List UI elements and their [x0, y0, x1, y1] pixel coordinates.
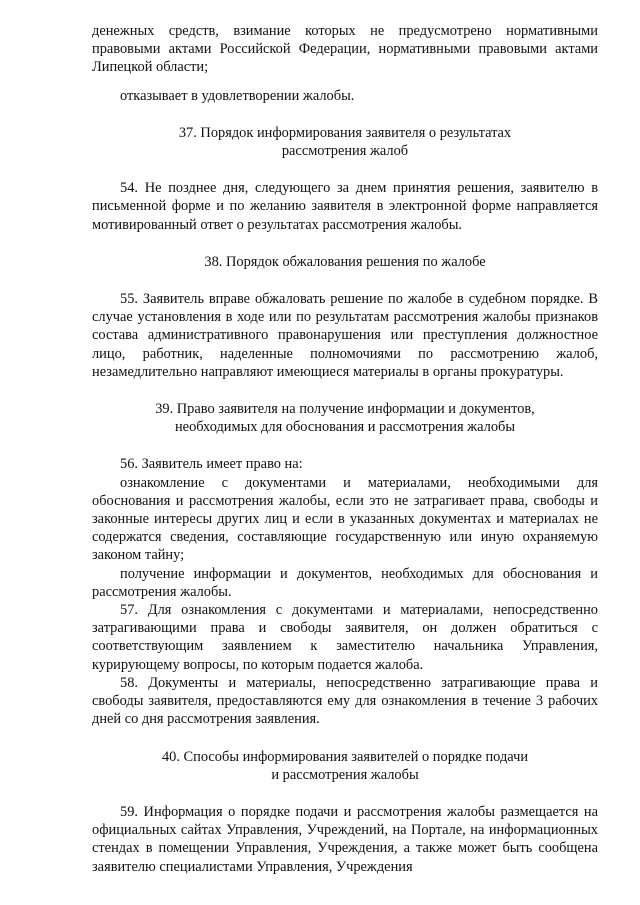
paragraph-56: 56. Заявитель имеет право на: [120, 456, 303, 473]
paragraph-59: 59. Информация о порядке подачи и рассмотрения жалобы размещается на официальных сайтах Управления, Учреждений, на Портале, на информационных стендах в помещении Управления, Учреждения, а также может быть сообщена заявителю специалистами Управления, Учреждения [92, 803, 598, 875]
paragraph-58: 58. Документы и материалы, непосредственно затрагивающие права и свободы заявителя, предоставляются ему для ознакомления в течение 3 рабочих дней со дня рассмотрения заявления. [92, 674, 598, 728]
paragraph-56-item-b: получение информации и документов, необходимых для обоснования и рассмотрения жалобы. [92, 565, 598, 600]
paragraph-55: 55. Заявитель вправе обжаловать решение по жалобе в судебном порядке. В случае установления в ходе или по результатам рассмотрения жалобы признаков состава административного правонарушения или преступления должностное лицо, работник, наделенные полномочиями по рассмотрению жалоб, незамедлительно направляют имеющиеся материалы в органы прокуратуры. [92, 291, 598, 380]
section-heading-38: 38. Порядок обжалования решения по жалобе [204, 253, 486, 270]
section-heading-39-line1: 39. Право заявителя на получение информации и документов, [155, 401, 535, 418]
paragraph-refuse: отказывает в удовлетворении жалобы. [120, 87, 355, 104]
paragraph-54: 54. Не позднее дня, следующего за днем принятия решения, заявителю в письменной форме и по желанию заявителя в электронной форме направляется мотивированный ответ о результатах рассмотрения жалобы. [92, 180, 598, 233]
section-heading-37-line1: 37. Порядок информирования заявителя о результатах [178, 124, 512, 141]
paragraph-continuation: денежных средств, взимание которых не предусмотрено нормативными правовыми актами Российской Федерации, нормативными правовыми актами Липецкой области; [92, 23, 598, 76]
paragraph-56-item-a: ознакомление с документами и материалами, необходимыми для обоснования и рассмотрения жалобы, если это не затрагивает права, свободы и законные интересы других лиц и если в указанных документах и материалах не содержатся сведения, составляющие государственную или иную охраняемую законом тайну; [92, 474, 598, 564]
section-heading-37-line2: рассмотрения жалоб [281, 143, 409, 160]
section-heading-39-line2: необходимых для обоснования и рассмотрения жалобы [174, 419, 516, 436]
section-heading-40-line1: 40. Способы информирования заявителей о порядке подачи [161, 748, 529, 765]
paragraph-57: 57. Для ознакомления с документами и материалами, непосредственно затрагивающими права и свободы заявителя, он должен обратиться с соответствующим заявлением к заместителю начальника Управления, курирующему вопросы, по которым подается жалоба. [92, 602, 598, 673]
section-heading-40-line2: и рассмотрения жалобы [271, 766, 419, 783]
